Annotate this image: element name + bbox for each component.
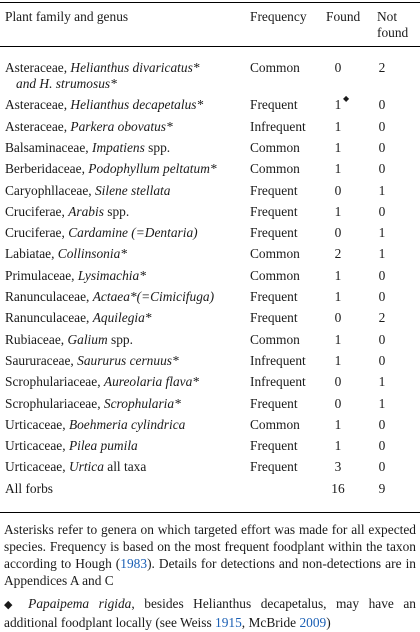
plant-genus-suffix: spp.	[103, 203, 130, 219]
total-found-count: 16	[331, 480, 345, 496]
plant-genus: Podophyllum peltatum*	[88, 161, 217, 177]
not-found-count: 2	[378, 310, 386, 326]
plant-family-genus	[5, 60, 199, 76]
not-found-count: 1	[378, 182, 386, 198]
plant-family-genus	[5, 353, 179, 369]
reference-link-weiss-1915[interactable]: 1915	[215, 615, 242, 630]
found-count: 3	[334, 459, 342, 475]
header-rule	[0, 46, 420, 47]
plant-family-genus	[5, 161, 217, 177]
plant-family: Urticaceae,	[5, 438, 69, 454]
plant-family: Balsaminaceae,	[5, 139, 92, 155]
found-count: 1	[334, 139, 342, 155]
bottom-rule	[0, 512, 420, 513]
plant-family: Scrophulariaceae,	[5, 395, 104, 411]
plant-family-genus	[5, 396, 181, 412]
header-not-found-line2: found	[377, 25, 409, 40]
plant-genus: Parkera obovatus*	[70, 118, 173, 134]
not-found-count: 1	[378, 225, 386, 241]
plant-family: Scrophulariaceae,	[5, 374, 104, 390]
found-count: 0	[334, 225, 342, 241]
plant-genus: Collinsonia*	[57, 246, 127, 262]
frequency-value: Common	[250, 416, 300, 432]
not-found-count: 1	[378, 374, 386, 390]
not-found-count: 0	[378, 97, 386, 113]
plant-family: Rubiaceae,	[5, 331, 68, 347]
found-count: 1	[334, 97, 342, 113]
not-found-count: 0	[378, 352, 386, 368]
not-found-count: 0	[378, 289, 386, 304]
not-found-count: 0	[378, 331, 386, 347]
found-count: 0	[334, 395, 342, 411]
not-found-count: 0	[378, 203, 386, 219]
frequency-value: Frequent	[250, 182, 298, 198]
diamond-icon: ◆	[4, 599, 19, 611]
plant-family-genus	[5, 97, 203, 113]
plant-family-genus	[5, 289, 214, 305]
frequency-value: Infrequent	[250, 374, 306, 390]
frequency-value: Frequent	[250, 310, 298, 326]
plant-genus-suffix: spp.	[144, 139, 171, 155]
plant-genus: Impatiens	[92, 139, 145, 155]
plant-genus: Helianthus divaricatus*	[70, 60, 200, 75]
diamond-icon: ◆	[343, 94, 350, 104]
frequency-value: Frequent	[250, 289, 298, 304]
found-count: 1	[334, 267, 342, 283]
note2-text-c: )	[326, 615, 331, 630]
plant-family: Saururaceae,	[5, 352, 78, 368]
plant-genus: Lysimachia*	[77, 267, 146, 283]
plant-genus: Pilea pumila	[68, 438, 138, 454]
frequency-value: Common	[250, 60, 300, 75]
found-count: 1	[334, 289, 342, 304]
not-found-count: 0	[378, 416, 386, 432]
plant-genus-suffix: spp.	[107, 331, 133, 347]
found-count: 1	[334, 161, 342, 177]
not-found-count: 1	[378, 395, 386, 411]
total-not-found-count: 9	[378, 480, 386, 496]
not-found-count: 0	[378, 139, 386, 155]
table-notes	[4, 521, 416, 631]
top-rule	[0, 2, 420, 3]
not-found-count: 0	[378, 118, 386, 134]
not-found-count: 0	[378, 161, 386, 177]
plant-family: Ranunculaceae,	[5, 310, 93, 326]
plant-family-genus	[5, 204, 129, 220]
plant-family: Asteraceae,	[5, 97, 71, 113]
plant-family: Cruciferae,	[5, 225, 69, 241]
plant-family: Berberidaceae,	[5, 161, 89, 177]
plant-genus-continued: and H. strumosus*	[16, 76, 117, 91]
frequency-value: Infrequent	[250, 352, 306, 368]
found-count: 0	[334, 310, 342, 326]
found-count: 1	[334, 352, 342, 368]
plant-family-genus	[5, 268, 146, 284]
plant-family: Caryophllaceae,	[5, 182, 95, 198]
plant-genus-suffix: all taxa	[103, 459, 147, 475]
plant-family-genus	[5, 332, 133, 348]
found-count: 1	[334, 331, 342, 347]
found-count: 0	[334, 374, 342, 390]
plant-family: Ranunculaceae,	[5, 289, 93, 304]
plant-genus: Scrophularia*	[103, 395, 181, 411]
plant-genus: Actaea*(=Cimicifuga)	[92, 289, 215, 304]
plant-genus: Aquilegia*	[92, 310, 152, 326]
plant-family: Cruciferae,	[5, 203, 69, 219]
plant-family: Labiatae,	[5, 246, 58, 262]
plant-genus: Arabis	[68, 203, 104, 219]
found-count: 0	[334, 182, 342, 198]
plant-family-genus	[5, 225, 198, 241]
not-found-count: 2	[378, 60, 386, 75]
plant-family-genus	[5, 140, 170, 156]
not-found-count: 0	[378, 459, 386, 475]
not-found-count: 0	[378, 438, 386, 454]
plant-family: Urticaceae,	[5, 416, 69, 432]
found-count: 1	[334, 203, 342, 219]
plant-genus: Aureolaria flava*	[103, 374, 199, 390]
plant-genus: Urtica	[68, 459, 104, 475]
note2-text-b: , McBride	[241, 615, 300, 630]
not-found-count: 0	[378, 267, 386, 283]
not-found-count: 1	[378, 246, 386, 262]
plant-family: Urticaceae,	[5, 459, 69, 475]
note1-text-b: ). Details for detections and non-detections are in Appendices A and C	[4, 556, 416, 588]
frequency-value: Common	[250, 161, 300, 177]
frequency-value: Common	[250, 331, 300, 347]
frequency-value: Frequent	[250, 225, 298, 241]
plant-family-genus	[5, 417, 185, 433]
found-count: 1	[334, 118, 342, 134]
total-label: All forbs	[5, 480, 53, 496]
header-family-genus: Plant family and genus	[5, 9, 129, 24]
found-count: 1	[334, 438, 342, 454]
reference-link-mcbride-2009[interactable]: 2009	[299, 615, 327, 630]
header-frequency: Frequency	[250, 9, 307, 24]
plant-family-genus	[5, 310, 152, 326]
note-diamond	[4, 595, 416, 631]
found-count: 0	[334, 60, 342, 75]
note2-species: Papaipema rigida	[28, 596, 132, 611]
frequency-value: Common	[250, 267, 300, 283]
plant-family-genus	[5, 374, 199, 390]
frequency-value: Infrequent	[250, 118, 306, 134]
header-found: Found	[326, 9, 361, 24]
frequency-value: Frequent	[250, 395, 298, 411]
frequency-value: Frequent	[250, 203, 298, 219]
frequency-value: Frequent	[250, 97, 298, 113]
plant-family: Primulaceae,	[5, 267, 78, 283]
found-count: 1	[334, 416, 342, 432]
note-asterisks	[4, 521, 416, 589]
reference-link-hough-1983[interactable]: 1983	[120, 556, 148, 571]
plant-genus: Galium	[67, 331, 108, 347]
plant-family-genus	[5, 246, 127, 262]
plant-family: Asteraceae,	[5, 60, 71, 75]
plant-genus: Boehmeria cylindrica	[68, 416, 186, 432]
plant-family-genus	[5, 459, 146, 475]
plant-family-genus	[5, 438, 138, 454]
plant-genus: Cardamine (=Dentaria)	[68, 225, 198, 241]
plant-genus: Saururus cernuus*	[77, 352, 179, 368]
plant-genus: Silene stellata	[94, 182, 171, 198]
found-count: 2	[334, 246, 342, 262]
plant-family-genus	[5, 183, 170, 199]
header-not-found-line1: Not	[377, 9, 398, 24]
frequency-value: Common	[250, 246, 300, 262]
frequency-value: Frequent	[250, 459, 298, 475]
note1-text-a: Asterisks refer to genera on which targeted effort was made for all expected species. Frequency is based on the most frequent foodplant within the taxon according to Hough (	[4, 522, 416, 571]
plant-genus: Helianthus decapetalus*	[70, 97, 204, 113]
frequency-value: Common	[250, 139, 300, 155]
note2-text-a: , besides Helianthus decapetalus, may have an additional foodplant locally (see Weiss	[4, 596, 416, 630]
plant-family: Asteraceae,	[5, 118, 71, 134]
plant-family-genus	[5, 119, 173, 135]
frequency-value: Frequent	[250, 438, 298, 454]
